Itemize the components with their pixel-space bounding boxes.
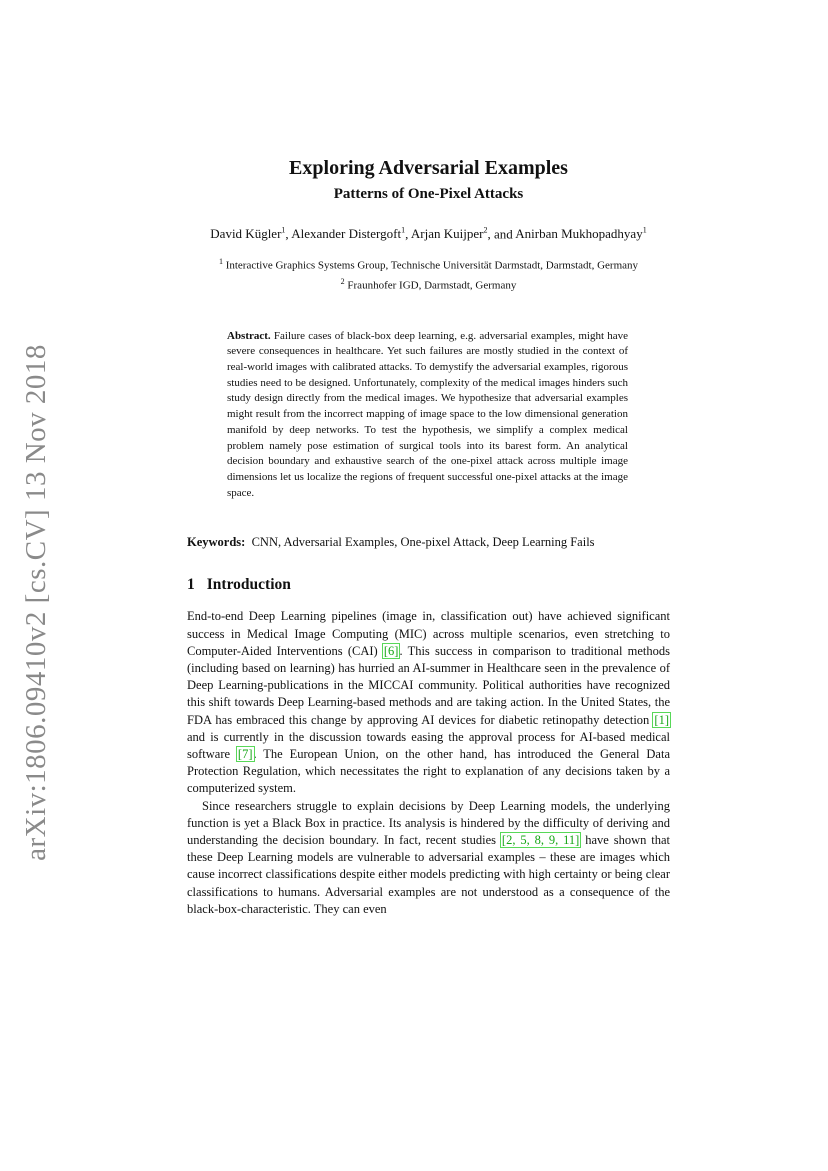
arxiv-identifier: arXiv:1806.09410v2 [cs.CV] 13 Nov 2018 [19, 344, 52, 861]
author [515, 226, 646, 241]
citation-link[interactable]: [6] [383, 643, 399, 658]
author-list [187, 226, 670, 242]
author-name: Anirban Mukhopadhyay [515, 226, 643, 242]
author-affiliation-mark: 2 [483, 226, 488, 235]
author [291, 226, 405, 241]
paragraph-text: . The European Union, on the other hand, has introduced the General Data Protection Regulation, which necessitates the right to explanation of any decisions taken by a computerized system. [187, 747, 670, 796]
section-title: Introduction [206, 576, 291, 594]
paper-title: Exploring Adversarial Examples [289, 157, 568, 179]
author-affiliation-mark: 1 [281, 226, 286, 235]
section-number: 1 [187, 576, 195, 594]
body-paragraph [187, 798, 670, 918]
abstract [227, 329, 628, 502]
affiliation-text: Interactive Graphics Systems Group, Technische Universität Darmstadt, Darmstadt, Germany [225, 259, 639, 272]
author [210, 226, 285, 241]
author-name: Arjan Kuijper [410, 226, 484, 242]
keywords-label: Keywords: [187, 535, 246, 550]
paragraph-text: have shown that these Deep Learning models are vulnerable to adversarial examples – these are images which cause incorrect classifications despite either models predicting with high certainty or being clear classifications to humans. Adversarial examples are not understood as a consequence of the black-box-characteristic. They can even [187, 833, 670, 916]
citation-link[interactable]: [2, 5, 8, 9, 11] [501, 833, 580, 848]
author-affiliation-mark: 1 [401, 226, 406, 235]
citation-link[interactable]: [7] [237, 747, 253, 761]
affiliation-mark: 2 [340, 276, 345, 286]
paragraph-text: Since researchers struggle to explain decisions by Deep Learning models, the underlying function is yet a Black Box in practice. Its analysis is hindered by the difficulty of deriving and understanding the decision boundary. In fact, recent studies [187, 798, 670, 848]
affiliation-mark: 1 [218, 257, 223, 267]
paper-page [187, 150, 670, 918]
paragraph-text: and is currently in the discussion towards easing the approval process for AI-based medical software [187, 729, 670, 761]
section-heading [187, 576, 670, 594]
keywords [187, 535, 670, 550]
affiliation [187, 254, 670, 274]
author-name: Alexander Distergoft [291, 226, 402, 242]
affiliation-list [187, 254, 670, 293]
author-separator: , and [487, 226, 516, 242]
paragraph-text: . This success in comparison to traditional methods (including based on learning) has hurried an AI-summer in Healthcare seen in the prevalence of Deep Learning-publications in the MICCAI community. Political authorities have recognized this shift towards Deep Learning-based methods and are taking action. In the United States, the FDA has embraced this change by approving AI devices for diabetic retinopathy detection [187, 643, 671, 727]
arxiv-stamp [19, 344, 52, 861]
affiliation-text: Fraunhofer IGD, Darmstadt, Germany [347, 279, 517, 292]
citation-link[interactable]: [1] [654, 712, 669, 727]
author-separator: , [285, 226, 292, 242]
author [411, 226, 488, 241]
keywords-text: CNN, Adversarial Examples, One-pixel Attack, Deep Learning Fails [251, 535, 595, 550]
paper-subtitle: Patterns of One-Pixel Attacks [333, 186, 524, 202]
paragraph-text: End-to-end Deep Learning pipelines (image in, classification out) have achieved significant success in Medical Image Computing (MIC) across multiple scenarios, even stretching to Computer-Aided Interventions (CAI) [187, 609, 670, 658]
author-affiliation-mark: 1 [642, 226, 647, 235]
author-name: David Kügler [210, 226, 282, 242]
abstract-text: Failure cases of black-box deep learning, e.g. adversarial examples, might have severe consequences in healthcare. Yet such failures are mostly studied in the context of real-world images with calibrated attacks. To demystify the adversarial examples, rigorous studies need to be designed. Unfortunately, complexity of the medical images hinders such study design directly from the medical images. We hypothesize that adversarial examples might result from the incorrect mapping of image space to the low dimensional generation manifold by deep networks. To test the hypothesis, we simplify a complex medical problem namely pose estimation of surgical tools into its barest form. An analytical decision boundary and exhaustive search of the one-pixel attack across multiple image dimensions let us localize the regions of frequent successful one-pixel attacks at the image space. [227, 329, 629, 499]
affiliation [187, 274, 670, 294]
body-paragraph [187, 608, 670, 797]
author-separator: , [405, 226, 411, 242]
abstract-label: Abstract. [227, 329, 271, 342]
